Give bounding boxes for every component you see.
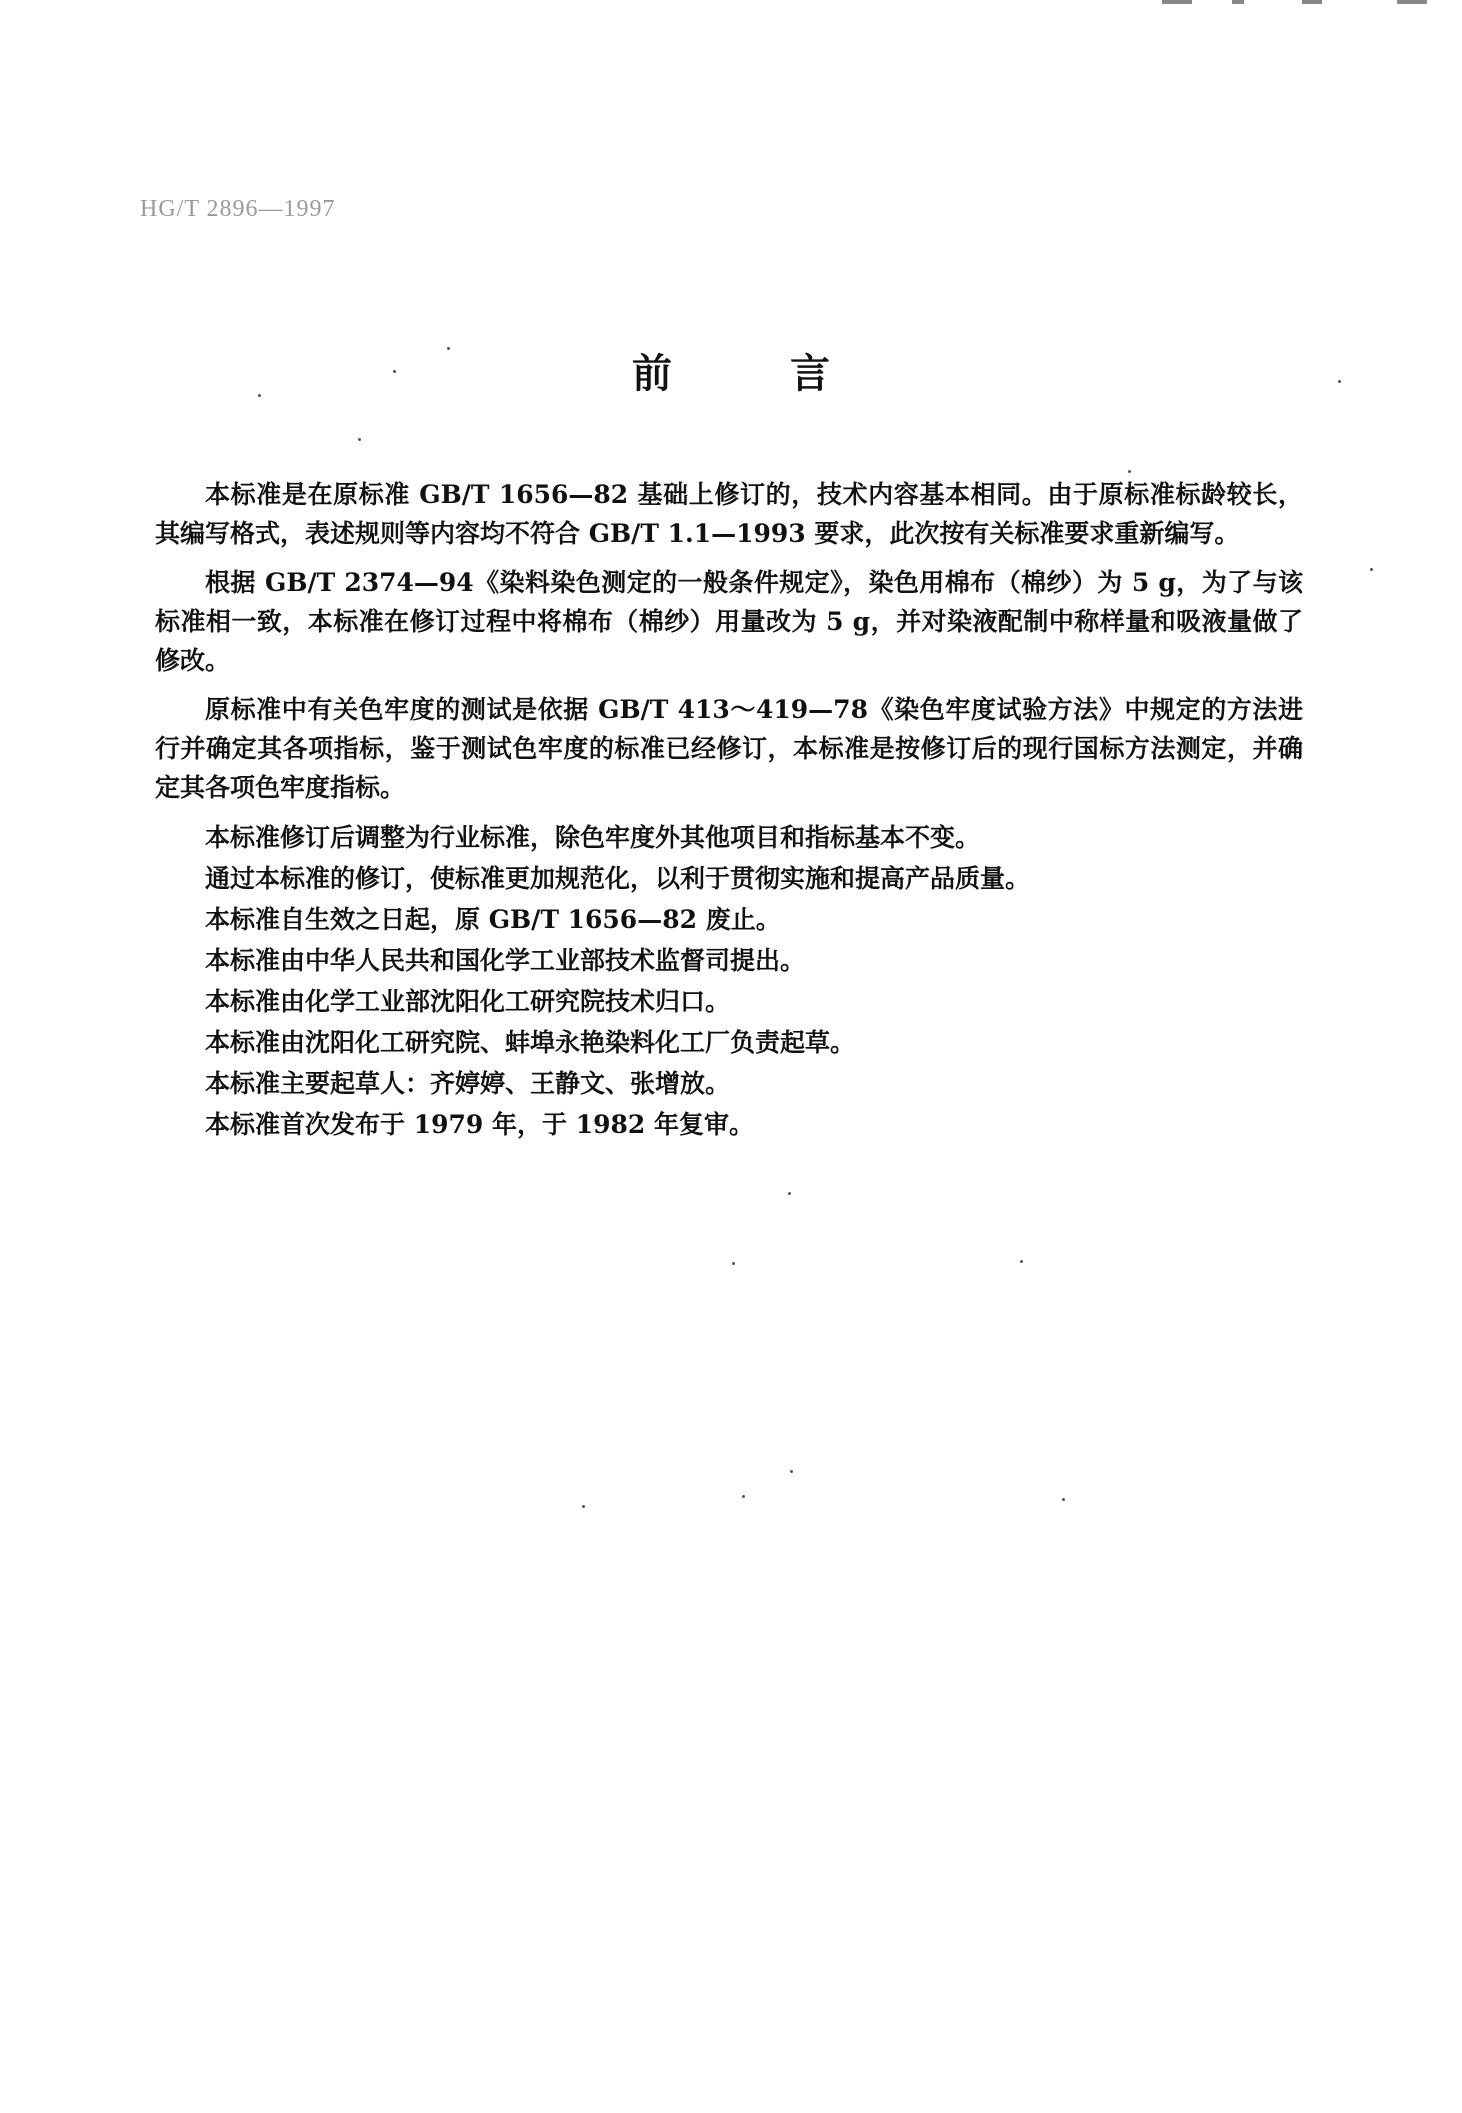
paragraph-revision-basis: 本标准是在原标准 GB/T 1656—82 基础上修订的，技术内容基本相同。由于原标准标龄较长，其编写格式，表述规则等内容均不符合 GB/T 1.1—1993 要求，此次按有关标准要求重新编写。 bbox=[155, 480, 1303, 548]
scan-speck bbox=[582, 1505, 585, 1508]
paragraph-drafted-by: 本标准由沈阳化工研究院、蚌埠永艳染料化工厂负责起草。 bbox=[205, 1028, 856, 1057]
paragraph-industry-standard: 本标准修订后调整为行业标准，除色牢度外其他项目和指标基本不变。 bbox=[205, 823, 981, 852]
scan-speck bbox=[732, 1262, 735, 1265]
foreword-body bbox=[155, 475, 1303, 1145]
scan-speck bbox=[1338, 380, 1341, 383]
page-title: 前 言 bbox=[632, 350, 882, 397]
paragraph-main-drafters: 本标准主要起草人：齐婷婷、王静文、张增放。 bbox=[205, 1069, 731, 1098]
scan-speck bbox=[742, 1495, 745, 1498]
scan-speck bbox=[1062, 1498, 1065, 1501]
paragraph-cotton-amount: 根据 GB/T 2374—94《染料染色测定的一般条件规定》，染色用棉布（棉纱）为 5 g，为了与该标准相一致，本标准在修订过程中将棉布（棉纱）用量改为 5 g，并对染液配制中称样量和吸液量做了修改。 bbox=[155, 568, 1303, 675]
scan-speck bbox=[258, 394, 261, 397]
paragraph-standardization: 通过本标准的修订，使标准更加规范化，以利于贯彻实施和提高产品质量。 bbox=[205, 864, 1031, 893]
scan-speck bbox=[1128, 470, 1131, 473]
paragraph-first-issued: 本标准首次发布于 1979 年，于 1982 年复审。 bbox=[205, 1110, 754, 1139]
paragraph-proposed-by: 本标准由中华人民共和国化学工业部技术监督司提出。 bbox=[205, 946, 806, 975]
scan-speck bbox=[790, 1470, 793, 1473]
paragraph-supersedes: 本标准自生效之日起，原 GB/T 1656—82 废止。 bbox=[205, 905, 781, 934]
paragraph-color-fastness: 原标准中有关色牢度的测试是依据 GB/T 413～419—78《染色牢度试验方法》中规定的方法进行并确定其各项指标，鉴于测试色牢度的标准已经修订，本标准是按修订后的现行国标方法测定，并确定其各项色牢度指标。 bbox=[155, 695, 1303, 802]
standard-code-header: HG/T 2896—1997 bbox=[140, 196, 336, 222]
paragraph-centralized-by: 本标准由化学工业部沈阳化工研究院技术归口。 bbox=[205, 987, 731, 1016]
scan-speck bbox=[393, 370, 396, 373]
scan-speck bbox=[1370, 568, 1373, 571]
scan-speck bbox=[447, 347, 450, 350]
scan-speck bbox=[788, 1192, 791, 1195]
scan-speck bbox=[358, 438, 361, 441]
scan-speck bbox=[1020, 1260, 1023, 1263]
scan-edge-marks bbox=[1162, 0, 1442, 6]
